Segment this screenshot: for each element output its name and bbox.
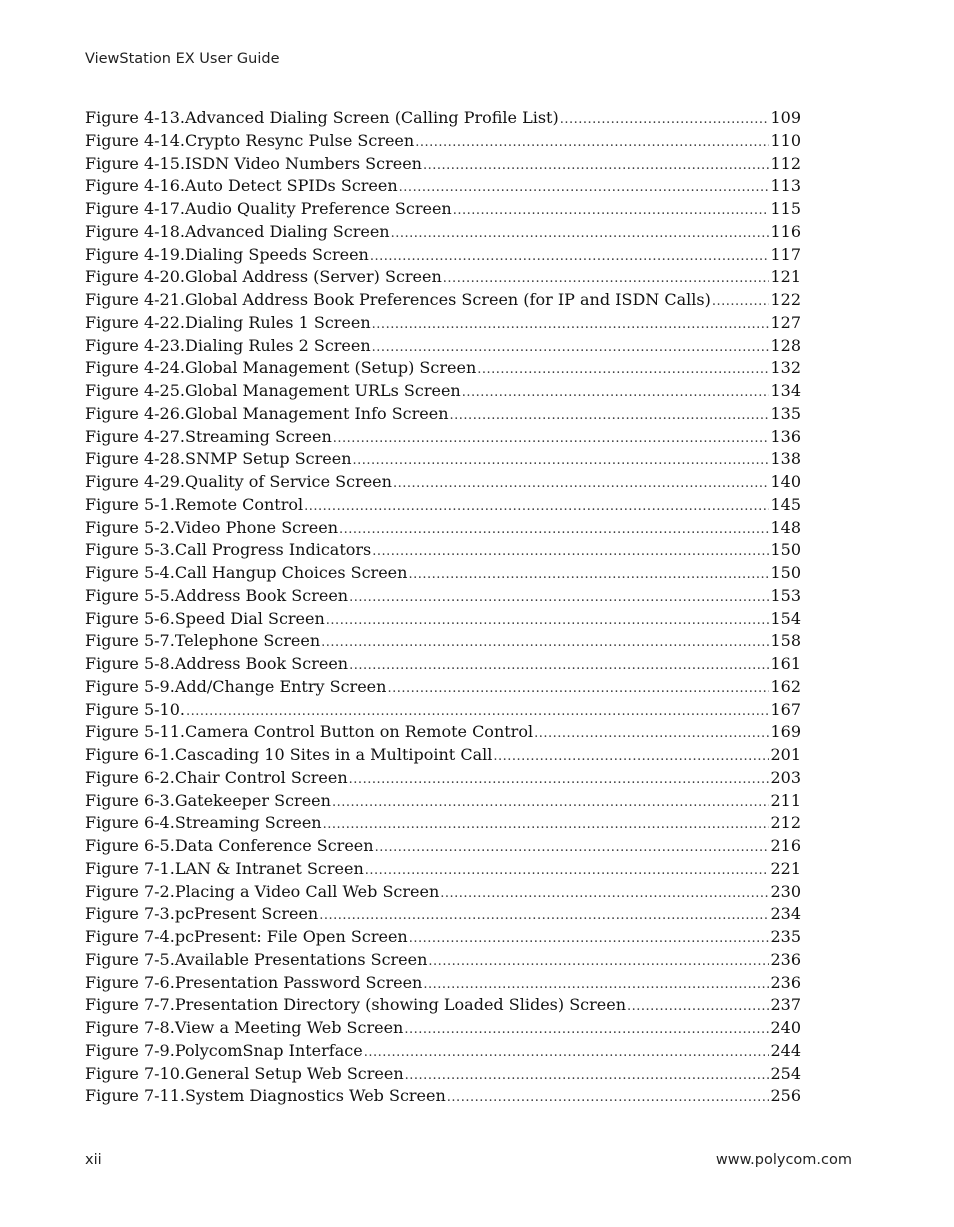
toc-entry-page: 236 [770,949,801,969]
dot-leader [370,246,770,269]
toc-entry[interactable] [85,335,801,358]
toc-entry-title: Figure 5-3.Call Progress Indicators [85,540,372,560]
toc-entry-title: Figure 5-6.Speed Dial Screen [85,608,325,628]
toc-entry[interactable] [85,266,801,289]
toc-entry[interactable] [85,107,801,130]
toc-entry-title: Figure 6-2.Chair Control Screen [85,767,348,787]
toc-entry[interactable] [85,1085,801,1108]
toc-entry-page: 221 [770,858,801,878]
toc-entry[interactable] [85,380,801,403]
dot-leader [332,792,770,815]
toc-entry[interactable] [85,1063,801,1086]
toc-entry[interactable] [85,289,801,312]
dot-leader [375,837,770,860]
toc-entry-title: Figure 4-14.Crypto Resync Pulse Screen [85,130,415,150]
toc-entry[interactable] [85,539,801,562]
dot-leader [428,951,769,974]
dot-leader [453,200,770,223]
toc-entry[interactable] [85,972,801,995]
toc-entry[interactable] [85,198,801,221]
toc-entry[interactable] [85,562,801,585]
toc-entry[interactable] [85,653,801,676]
toc-entry[interactable] [85,130,801,153]
dot-leader [493,746,769,769]
toc-entry[interactable] [85,471,801,494]
toc-entry-page: 140 [770,472,801,491]
dot-leader [186,701,769,724]
toc-entry[interactable] [85,312,801,335]
toc-entry-title: Figure 4-22.Dialing Rules 1 Screen [85,312,371,332]
toc-entry[interactable] [85,790,801,813]
toc-entry-title: Figure 5-1.Remote Control [85,494,304,514]
toc-entry[interactable] [85,426,801,449]
toc-entry-title: Figure 5-5.Address Book Screen [85,585,349,605]
dot-leader [477,359,769,382]
dot-leader [627,996,769,1019]
dot-leader [372,541,769,564]
toc-entry-page: 148 [770,517,801,537]
dot-leader [393,473,770,496]
toc-entry-title: Figure 4-20.Global Address (Server) Screen [85,267,442,287]
toc-entry-page: 116 [770,221,801,241]
toc-entry-title: Figure 7-1.LAN & Intranet Screen [85,858,364,878]
toc-entry-title: Figure 7-9.PolycomSnap Interface [85,1040,363,1060]
toc-entry-title: Figure 7-7.Presentation Directory (showing Loaded Slides) Screen [85,995,627,1015]
dot-leader [450,405,770,428]
toc-entry[interactable] [85,517,801,540]
toc-entry-title: Figure 7-6.Presentation Password Screen [85,972,423,992]
toc-entry-page: 203 [770,767,801,787]
page-number: xii [85,1152,102,1168]
toc-entry[interactable] [85,994,801,1017]
toc-entry-page: 128 [770,335,801,355]
toc-entry-page: 244 [770,1040,801,1060]
toc-entry-title: Figure 4-27.Streaming Screen [85,426,332,446]
toc-entry-page: 216 [770,836,801,855]
dot-leader [443,268,770,291]
toc-entry-title: Figure 7-4.pcPresent: File Open Screen [85,927,408,946]
dot-leader [365,860,770,883]
dot-leader [415,132,769,155]
toc-entry-page: 112 [770,153,801,173]
toc-entry[interactable] [85,881,801,904]
toc-entry[interactable] [85,630,801,653]
toc-entry-page: 145 [770,494,801,514]
dot-leader [423,974,769,997]
toc-entry[interactable] [85,221,801,244]
toc-entry[interactable] [85,1040,801,1063]
toc-entry-title: Figure 4-25.Global Management URLs Screen [85,381,461,400]
toc-entry-title: Figure 5-8.Address Book Screen [85,654,349,673]
toc-entry-title: Figure 4-24.Global Management (Setup) Screen [85,358,477,378]
dot-leader [319,905,769,928]
dot-leader [560,109,770,132]
toc-entry-title: Figure 6-1.Cascading 10 Sites in a Multipoint Call [85,745,493,764]
dot-leader [326,610,770,633]
toc-entry-page: 110 [770,130,801,150]
dot-leader [349,769,770,792]
toc-entry[interactable] [85,835,801,858]
toc-entry-page: 162 [770,676,801,696]
running-header: ViewStation EX User Guide [85,51,280,67]
toc-entry-page: 167 [770,699,801,719]
toc-entry-title: Figure 6-5.Data Conference Screen [85,836,374,855]
toc-entry[interactable] [85,585,801,608]
dot-leader [339,519,769,542]
toc-entry-title: Figure 7-5.Available Presentations Screen [85,949,428,969]
toc-entry-page: 109 [770,108,801,127]
dot-leader [349,587,769,610]
toc-entry-page: 136 [770,426,801,446]
toc-entry-title: Figure 5-10. [85,699,185,719]
dot-leader [387,678,769,701]
toc-entry-title: Figure 5-9.Add/Change Entry Screen [85,676,387,696]
dot-leader [399,177,770,200]
toc-entry[interactable] [85,926,801,949]
toc-entry[interactable] [85,903,801,926]
toc-entry-title: Figure 4-28.SNMP Setup Screen [85,449,352,469]
dot-leader [712,291,770,314]
toc-entry[interactable] [85,858,801,881]
toc-entry-title: Figure 4-13.Advanced Dialing Screen (Calling Profile List) [85,108,559,127]
toc-entry-title: Figure 5-7.Telephone Screen [85,631,321,651]
toc-entry-title: Figure 5-2.Video Phone Screen [85,517,339,537]
toc-entry-title: Figure 5-11.Camera Control Button on Remote Control [85,722,534,742]
toc-entry[interactable] [85,812,801,835]
toc-entry-page: 150 [770,540,801,560]
toc-entry-page: 211 [770,790,801,810]
toc-entry[interactable] [85,153,801,176]
toc-entry[interactable] [85,448,801,471]
toc-entry-page: 237 [770,995,801,1015]
dot-leader [534,723,769,746]
toc-entry[interactable] [85,949,801,972]
list-of-figures [85,107,801,1108]
toc-entry-page: 236 [770,972,801,992]
toc-entry[interactable] [85,494,801,517]
toc-entry[interactable] [85,403,801,426]
toc-entry-page: 254 [770,1063,801,1083]
dot-leader [423,155,769,178]
toc-entry-page: 134 [770,381,801,400]
toc-entry-page: 212 [770,813,801,833]
dot-leader [372,314,770,337]
toc-entry[interactable] [85,676,801,699]
toc-entry-page: 150 [770,563,801,582]
dot-leader [440,883,769,906]
toc-entry[interactable] [85,1017,801,1040]
toc-entry[interactable] [85,744,801,767]
toc-entry-page: 154 [770,608,801,628]
toc-entry-page: 169 [770,722,801,742]
toc-entry-page: 121 [770,267,801,287]
toc-entry-title: Figure 4-29.Quality of Service Screen [85,472,392,491]
toc-entry-title: Figure 6-4.Streaming Screen [85,813,322,833]
toc-entry[interactable] [85,608,801,631]
toc-entry-page: 234 [770,904,801,924]
dot-leader [372,337,770,360]
toc-entry-title: Figure 7-10.General Setup Web Screen [85,1063,404,1083]
dot-leader [333,428,770,451]
toc-entry-page: 115 [770,199,801,218]
toc-entry-title: Figure 4-16.Auto Detect SPIDs Screen [85,176,398,196]
dot-leader [304,496,769,519]
toc-entry-page: 235 [770,927,801,946]
toc-entry-page: 161 [770,654,801,673]
dot-leader [349,655,769,678]
toc-entry-page: 138 [770,449,801,469]
toc-entry-title: Figure 7-2.Placing a Video Call Web Screen [85,881,440,901]
toc-entry-title: Figure 6-3.Gatekeeper Screen [85,790,331,810]
toc-entry[interactable] [85,699,801,722]
dot-leader [408,564,769,587]
toc-entry-title: Figure 4-26.Global Management Info Screen [85,403,449,423]
toc-entry-page: 153 [770,585,801,605]
toc-entry-page: 127 [770,312,801,332]
dot-leader [323,814,770,837]
toc-entry-title: Figure 7-11.System Diagnostics Web Screen [85,1086,446,1106]
dot-leader [462,382,770,405]
toc-entry-title: Figure 4-19.Dialing Speeds Screen [85,244,369,264]
toc-entry[interactable] [85,767,801,790]
toc-entry-title: Figure 7-3.pcPresent Screen [85,904,319,924]
dot-leader [404,1019,769,1042]
footer-website: www.polycom.com [715,1152,852,1168]
toc-entry-title: Figure 5-4.Call Hangup Choices Screen [85,563,408,582]
toc-entry[interactable] [85,721,801,744]
toc-entry-title: Figure 4-23.Dialing Rules 2 Screen [85,335,371,355]
toc-entry-page: 158 [770,631,801,651]
toc-entry-title: Figure 7-8.View a Meeting Web Screen [85,1018,404,1037]
toc-entry-title: Figure 4-17.Audio Quality Preference Screen [85,199,452,218]
dot-leader [409,928,770,951]
toc-entry-page: 256 [770,1086,801,1106]
dot-leader [447,1087,770,1110]
toc-entry-page: 132 [770,358,801,378]
toc-entry-page: 122 [770,290,801,309]
toc-entry[interactable] [85,175,801,198]
dot-leader [321,632,769,655]
dot-leader [364,1042,770,1065]
toc-entry-page: 113 [770,176,801,196]
toc-entry-page: 240 [770,1018,801,1037]
toc-entry-title: Figure 4-15.ISDN Video Numbers Screen [85,153,422,173]
toc-entry-page: 201 [770,745,801,764]
toc-entry[interactable] [85,244,801,267]
toc-entry-page: 135 [770,403,801,423]
toc-entry-page: 117 [770,244,801,264]
toc-entry-title: Figure 4-18.Advanced Dialing Screen [85,221,390,241]
dot-leader [405,1065,770,1088]
dot-leader [391,223,770,246]
toc-entry-page: 230 [770,881,801,901]
toc-entry[interactable] [85,357,801,380]
dot-leader [353,450,770,473]
toc-entry-title: Figure 4-21.Global Address Book Preferences Screen (for IP and ISDN Calls) [85,290,711,309]
